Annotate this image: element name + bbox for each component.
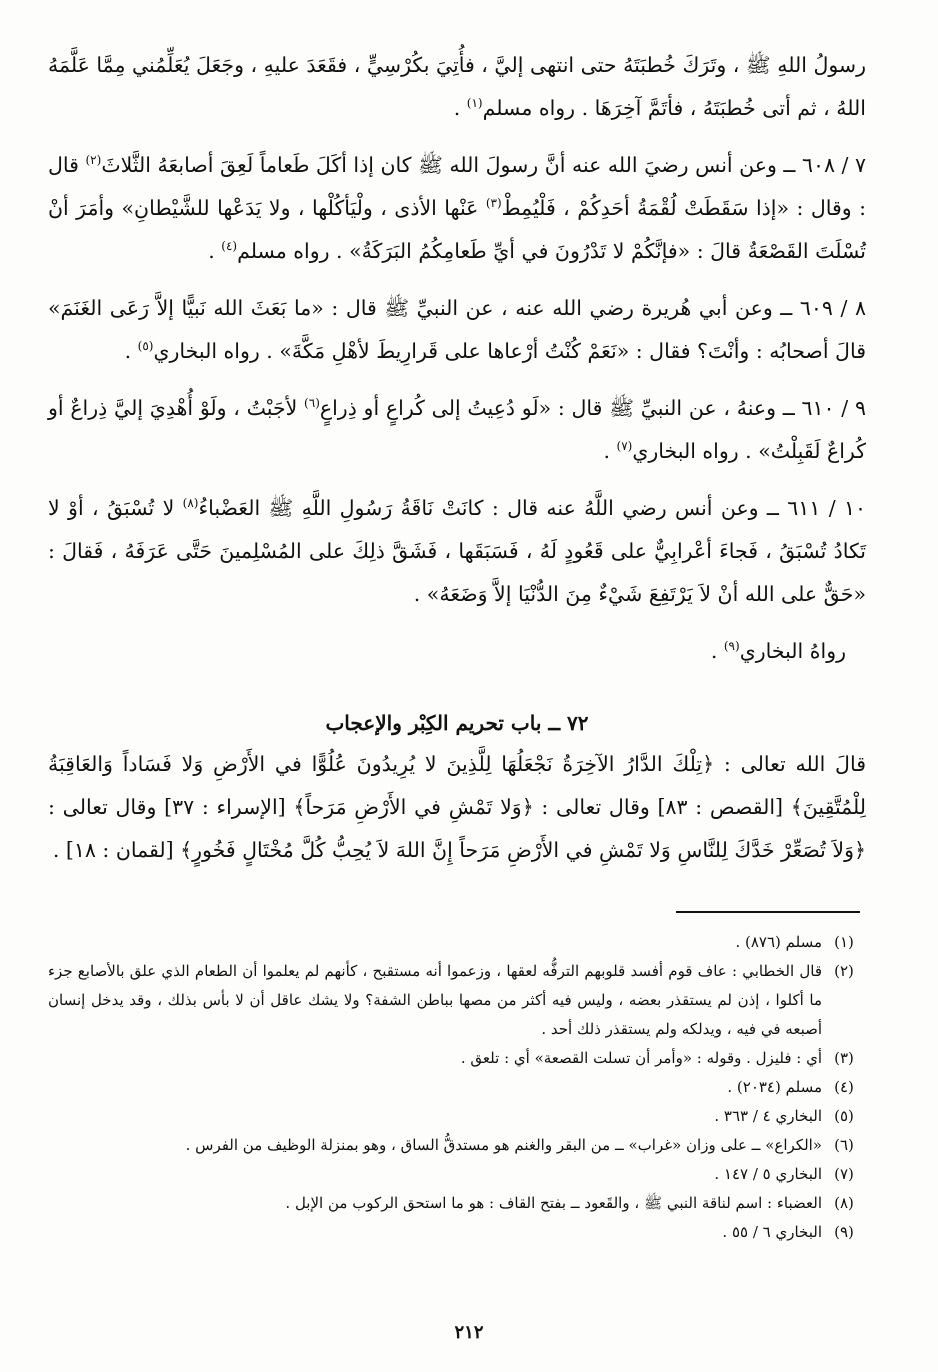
hadith-text: لأجَبْتُ ، ولَوْ أُهْدِيَ إليَّ ذِراعٌ أو كُراعٌ لَقَبِلْتُ» . رواه البخاري [48,396,866,463]
footnote [48,957,866,1044]
footnote-ref: (٣) [485,196,502,211]
footnote-text: أي : فليزل . وقوله : «وأمر أن تسلت القصعة» أي : تلعق . [460,1049,822,1067]
hadith-text: عَنْها الأذى ، ولْيَأكُلْها ، ولا يَدَعْها للشَّيْطانِ» وأمَرَ أنْ تُسْلَتَ القَصْعَةُ قالَ : «فإنَّكُمْ لا تَدْرُونَ في أيِّ طَعامِكُمُ البَرَكَةُ» . رواه مسلم [48,196,866,263]
hadith-610: ٩ / ٦١٠ ــ وعنهُ ، عن النبيِّ ﷺ قال : «لَو دُعِيتُ إلى كُراعٍ أو ذِراعٍ$^{(٦)}$ لأجَبْتُ ، ولَوْ أُهْدِيَ إليَّ ذِراعٌ أو كُراعٌ لَقَبِلْتُ» . رواه البخاري$^{(٧)}$ . [48,396,866,463]
hadith-continuation: رسولُ اللهِ ﷺ ، وتَرَكَ خُطبَتَهُ حتى انتهى إليَّ ، فأُتِيَ بكُرْسِيٍّ ، فقَعَدَ عليهِ ، وجَعَلَ يُعَلِّمُني مِمَّا عَلَّمَهُ اللهُ ، ثم أتى خُطبَتَهُ ، فأتَمَّ آخِرَهَا . رواه مسلم$^{(١)}$ . [48,53,866,120]
hadith-text: ١٠ / ٦١١ ــ وعن أنس رضي اللَّهُ عنه قال : كانَتْ نَاقَةُ رَسُولِ اللَّهِ ﷺ العَضْباءُ [198,496,866,520]
footnote-text: قال الخطابي : عاف قوم أفسد قلوبهم الترفُّه لعقها ، وزعموا أنه مستقبح ، كأنهم لم يعلموا أن الطعام الذي علق بالأصابع جزء ما أكلوا ، إذن لم يستقذر بعضه ، وليس فيه أكثر من مصها بباطن الشفة؟ ولا يشك عاقل أن لا بأس بذلك ، وقد يدخل إنسان أصبعه في فيه ، ويدلكه ولم يستقذر ذلك أحد . [48,962,822,1038]
footnote-ref: (٢) [85,153,102,168]
footnote [48,928,866,957]
footnote-number: (٨) [834,1194,854,1212]
footnote-ref: (٩) [723,639,740,654]
footnote-text: «الكراع» ــ على وزان «غراب» ــ من البقر والغنم هو مستدقُّ الساق ، وهو بمنزلة الوظيف من الفرس . [185,1136,822,1154]
footnotes [48,928,866,1247]
footnote-ref: (٥) [137,339,154,354]
page-number: ٢١٢ [454,1322,484,1343]
footnote-number: (٩) [834,1223,854,1241]
footnote [48,1131,866,1160]
footnote [48,1073,866,1102]
footnote-text: العضباء : اسم لناقة النبي ﷺ ، والقَعود ــ بفتح القاف : هو ما استحق الركوب من الإبل . [285,1194,822,1212]
chapter-heading: ٧٢ ــ باب تحريم الكِبْر والإعجاب [325,711,589,735]
footnote-text: البخاري ٥ / ١٤٧ . [714,1165,822,1183]
footnote-number: (١) [834,933,854,951]
footnote [48,1102,866,1131]
footnote-text: البخاري ٦ / ٥٥ . [722,1223,822,1241]
footnote-ref: (١) [466,96,483,111]
chapter-text: قالَ الله تعالى : ﴿تِلْكَ الدَّارُ الآخِرَةُ نَجْعَلُهَا لِلَّذِينَ لا يُرِيدُونَ عُلُوًّا في الأَرْضِ وَلا فَسَاداً وَالعَاقِبَةُ لِلْمُتَّقِينَ﴾ [القصص : ٨٣] وقال تعالى : ﴿وَلا تَمْشِ في الأَرْضِ مَرَحاً﴾ [الإسراء : ٣٧] وقال تعالى : ﴿وَلاَ تُصَعِّرْ خَدَّكَ لِلنَّاسِ وَلا تَمْشِ في الأَرْضِ مَرَحاً إِنَّ اللهَ لاَ يُحِبُّ كُلَّ مُخْتَالٍ فَخُورٍ﴾ [لقمان : ١٨] . [48,752,867,862]
footnote-ref: (٤) [221,239,238,254]
footnote-ref: (٧) [616,439,633,454]
footnote [48,1044,866,1073]
hadith-608: ٧ / ٦٠٨ ــ وعن أنس رضيَ الله عنه أنَّ رسولَ الله ﷺ كان إذا أكَلَ طَعاماً لَعِقَ أصابعَهُ الثَّلاثَ$^{(٢)}$ قال : وقال : «إذا سَقَطَتْ لُقْمَةُ أحَدِكُمْ ، فَلْيُمِطْ$^{(٣)}$ عَنْها الأذى ، ولْيَأكُلْها ، ولا يَدَعْها للشَّيْطانِ» وأمَرَ أنْ تُسْلَتَ القَصْعَةُ قالَ : «فإنَّكُمْ لا تَدْرُونَ في أيِّ طَعامِكُمُ البَرَكَةُ» . رواه مسلم$^{(٤)}$ . [48,153,866,263]
footnote-divider [676,911,860,913]
footnote-text: مسلم (٨٧٦) . [735,933,822,951]
hadith-text: ٩ / ٦١٠ ــ وعنهُ ، عن النبيِّ ﷺ قال : «لَو دُعِيتُ إلى كُراعٍ أو ذِراعٍ [319,396,866,420]
main-text [48,44,866,872]
footnote-ref: (٦) [304,396,320,411]
footnote-number: (٧) [834,1165,854,1183]
footnote-number: (٤) [834,1078,854,1096]
hadith-text: لا تُسْبَقُ ، أوْ لا تَكادُ تُسْبَقُ ، فَجاءَ أعْرابِيٌّ على قَعُودٍ لَهُ ، فَسَبَقَها ، فَشَقَّ ذلِكَ على المُسْلِمينَ حَتَّى عَرَفَهُ ، فَقالَ : «حَقٌّ على الله أنْ لاَ يَرْتَفِعَ شَيْءٌ مِنَ الدُّنْيَا إلاَّ وَضَعَهُ» . [48,496,866,606]
footnote-number: (٢) [834,962,854,980]
footnote-text: البخاري ٤ / ٣٦٣ . [714,1107,822,1125]
footnote [48,1189,866,1218]
footnote-number: (٣) [834,1049,854,1067]
hadith-text: ٨ / ٦٠٩ ــ وعن أبي هُريرة رضي الله عنه ، عن النبيِّ ﷺ قال : «ما بَعَثَ الله نَبيًّا إلاَّ رَعَى الغَنَمَ» قالَ أصحابُه : وأنْتَ؟ فقال : «نَعَمْ كُنْتُ أرْعاها على قَرارِيطَ لأهْلِ مَكَّةَ» . رواه البخاري [48,296,866,363]
footnote-ref: (٨) [182,496,199,511]
footnote [48,1160,866,1189]
hadith-609: ٨ / ٦٠٩ ــ وعن أبي هُريرة رضي الله عنه ، عن النبيِّ ﷺ قال : «ما بَعَثَ الله نَبيًّا إلاَّ رَعَى الغَنَمَ» قالَ أصحابُه : وأنْتَ؟ فقال : «نَعَمْ كُنْتُ أرْعاها على قَرارِيطَ لأهْلِ مَكَّةَ» . رواه البخاري$^{(٥)}$ . [48,296,866,363]
hadith-611 [48,487,866,616]
footnote-number: (٦) [834,1136,854,1154]
hadith-text: رسولُ اللهِ ﷺ ، وتَرَكَ خُطبَتَهُ حتى انتهى إليَّ ، فأُتِيَ بكُرْسِيٍّ ، فقَعَدَ عليهِ ، وجَعَلَ يُعَلِّمُني مِمَّا عَلَّمَهُ اللهُ ، ثم أتى خُطبَتَهُ ، فأتَمَّ آخِرَهَا . رواه مسلم [48,53,866,120]
hadith-text: قال : وقال : «إذا سَقَطَتْ لُقْمَةُ أحَدِكُمْ ، فَلْيُمِطْ [48,153,866,220]
hadith-text: رواهُ البخاري [739,639,846,663]
footnote-text: مسلم (٢٠٣٤) . [727,1078,822,1096]
hadith-611-source: رواهُ البخاري$^{(٩)}$ . [710,639,846,663]
hadith-text: ٧ / ٦٠٨ ــ وعن أنس رضيَ الله عنه أنَّ رسولَ الله ﷺ كان إذا أكَلَ طَعاماً لَعِقَ أصابعَهُ الثَّلاثَ [101,153,866,177]
footnote [48,1218,866,1247]
footnote-number: (٥) [834,1107,854,1125]
